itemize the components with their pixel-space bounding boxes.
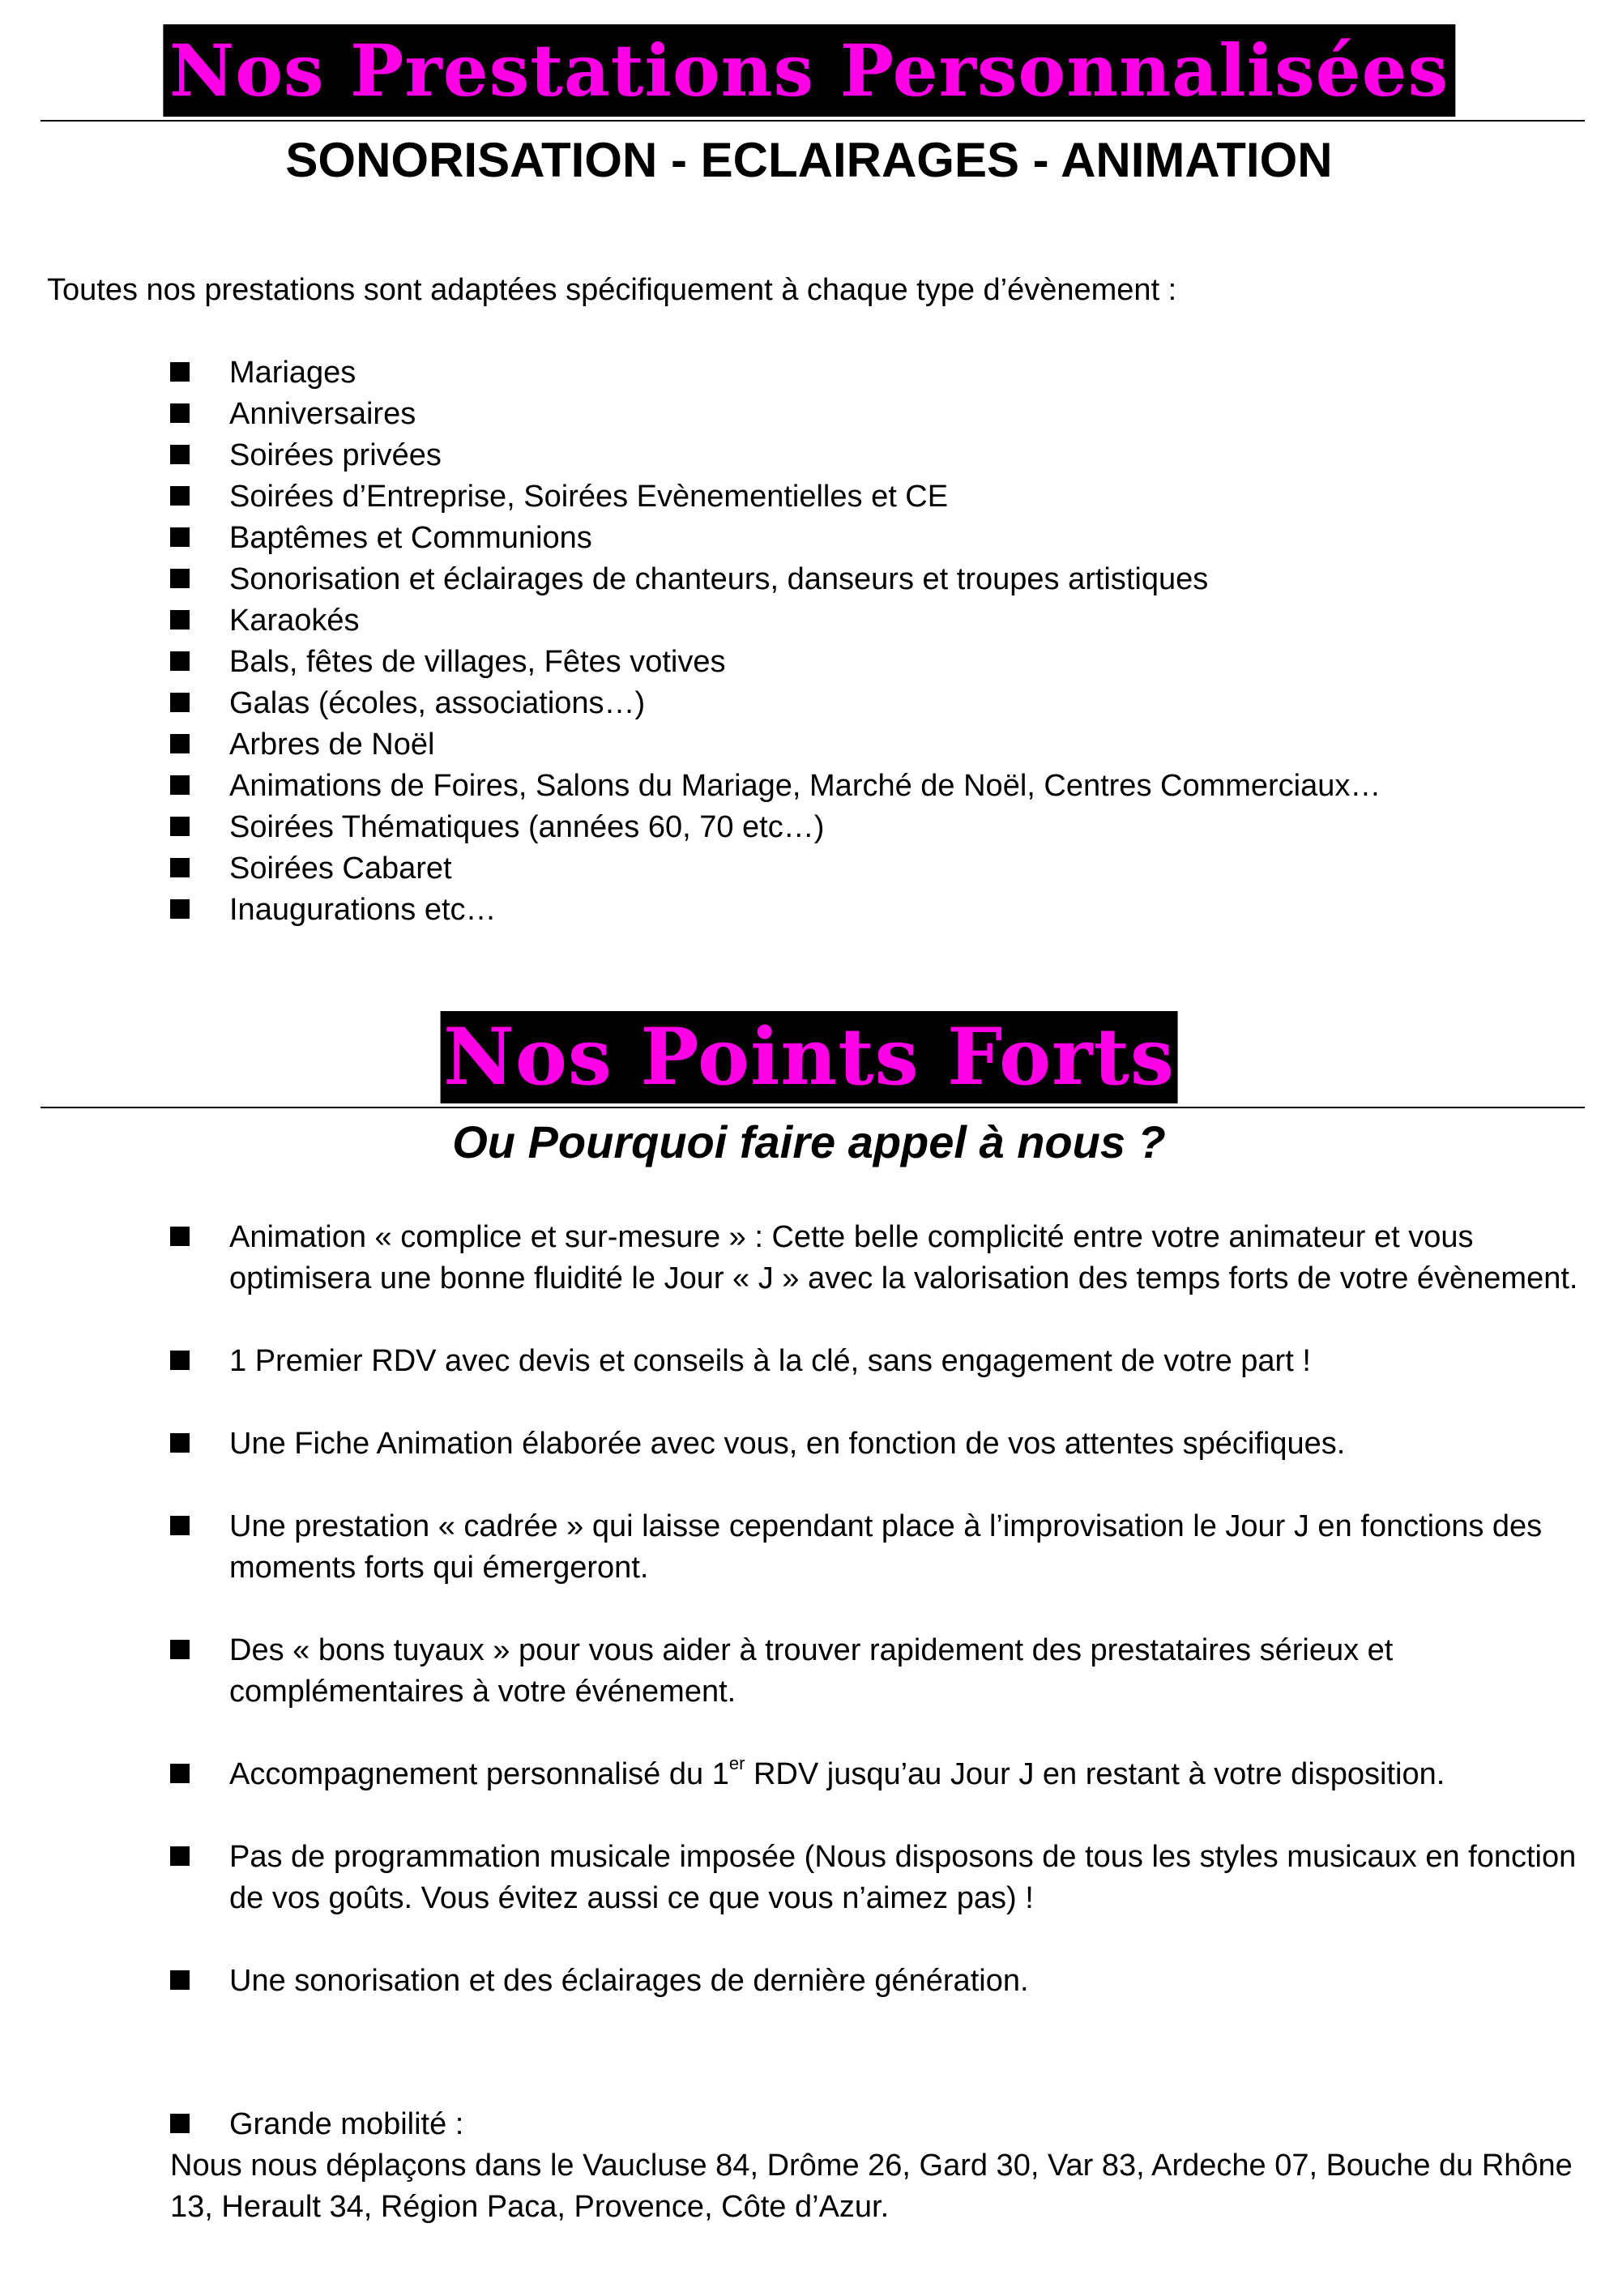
divider [41,120,1585,122]
square-bullet-icon [170,362,190,382]
square-bullet-icon [170,775,190,795]
list-item: Soirées Cabaret [170,848,1381,890]
mobility-text: Nous nous déplaçons dans le Vaucluse 84, Drôme 26, Gard 30, Var 83, Ardeche 07, Bouche du Rhône 13, Herault 34, Région Paca, Provence, Côte d’Azur. [170,2149,1573,2224]
strengths-list [170,1217,1580,2043]
strengths-title-banner: Nos Points Forts [440,1011,1178,1103]
mobility-label: Grande mobilité : [170,2104,1588,2145]
square-bullet-icon [170,734,190,753]
list-item: Pas de programmation musicale imposée (Nous disposons de tous les styles musicaux en fonction de vos goûts. Vous évitez aussi ce que vous n’aimez pas) ! [170,1837,1580,1919]
list-item: Soirées Thématiques (années 60, 70 etc…) [170,807,1381,848]
main-title-banner: Nos Prestations Personnalisées [163,24,1455,117]
square-bullet-icon [170,858,190,877]
list-item: Soirées d’Entreprise, Soirées Evènementielles et CE [170,476,1381,518]
ordinal-superscript: er [728,1753,745,1774]
square-bullet-icon [170,1970,190,1990]
intro-text: Toutes nos prestations sont adaptées spécifiquement à chaque type d’évènement : [47,273,1177,307]
list-item: Accompagnement personnalisé du 1er RDV jusqu’au Jour J en restant à votre disposition. [170,1754,1580,1795]
square-bullet-icon [170,1351,190,1370]
square-bullet-icon [170,693,190,712]
square-bullet-icon [170,403,190,423]
mobility-section [170,2104,1588,2228]
list-item: Anniversaires [170,394,1381,435]
square-bullet-icon [170,1640,190,1659]
square-bullet-icon [170,1516,190,1535]
square-bullet-icon [170,1846,190,1866]
square-bullet-icon [170,1433,190,1453]
square-bullet-icon [170,445,190,464]
list-item: Karaokés [170,600,1381,642]
square-bullet-icon [170,569,190,588]
square-bullet-icon [170,527,190,547]
list-item: Sonorisation et éclairages de chanteurs, danseurs et troupes artistiques [170,559,1381,600]
list-item: Soirées privées [170,435,1381,476]
square-bullet-icon [170,1764,190,1783]
square-bullet-icon [170,486,190,506]
square-bullet-icon [170,899,190,919]
square-bullet-icon [170,651,190,671]
list-item: Une prestation « cadrée » qui laisse cependant place à l’improvisation le Jour J en fonctions des moments forts qui émergeront. [170,1506,1580,1589]
list-item: Mariages [170,352,1381,394]
strengths-subtitle: Ou Pourquoi faire appel à nous ? [452,1116,1166,1167]
services-subtitle: SONORISATION - ECLAIRAGES - ANIMATION [285,133,1333,187]
list-item: Une Fiche Animation élaborée avec vous, en fonction de vos attentes spécifiques. [170,1423,1580,1465]
divider [41,1107,1585,1108]
list-item: Animations de Foires, Salons du Mariage, Marché de Noël, Centres Commerciaux… [170,766,1381,807]
list-item: Inaugurations etc… [170,890,1381,931]
list-item: Baptêmes et Communions [170,518,1381,559]
list-item: Une sonorisation et des éclairages de dernière génération. [170,1961,1580,2002]
list-item: Animation « complice et sur-mesure » : Cette belle complicité entre votre animateur et vous optimisera une bonne fluidité le Jour « J » avec la valorisation des temps forts de votre évènement. [170,1217,1580,1300]
list-item: Arbres de Noël [170,724,1381,766]
list-item: Des « bons tuyaux » pour vous aider à trouver rapidement des prestataires sérieux et complémentaires à votre événement. [170,1630,1580,1713]
list-item: Galas (écoles, associations…) [170,683,1381,724]
square-bullet-icon [170,610,190,629]
square-bullet-icon [170,1227,190,1246]
square-bullet-icon [170,2114,190,2133]
list-item: 1 Premier RDV avec devis et conseils à la clé, sans engagement de votre part ! [170,1341,1580,1382]
square-bullet-icon [170,817,190,836]
list-item: Bals, fêtes de villages, Fêtes votives [170,642,1381,683]
event-types-list [170,352,1381,931]
